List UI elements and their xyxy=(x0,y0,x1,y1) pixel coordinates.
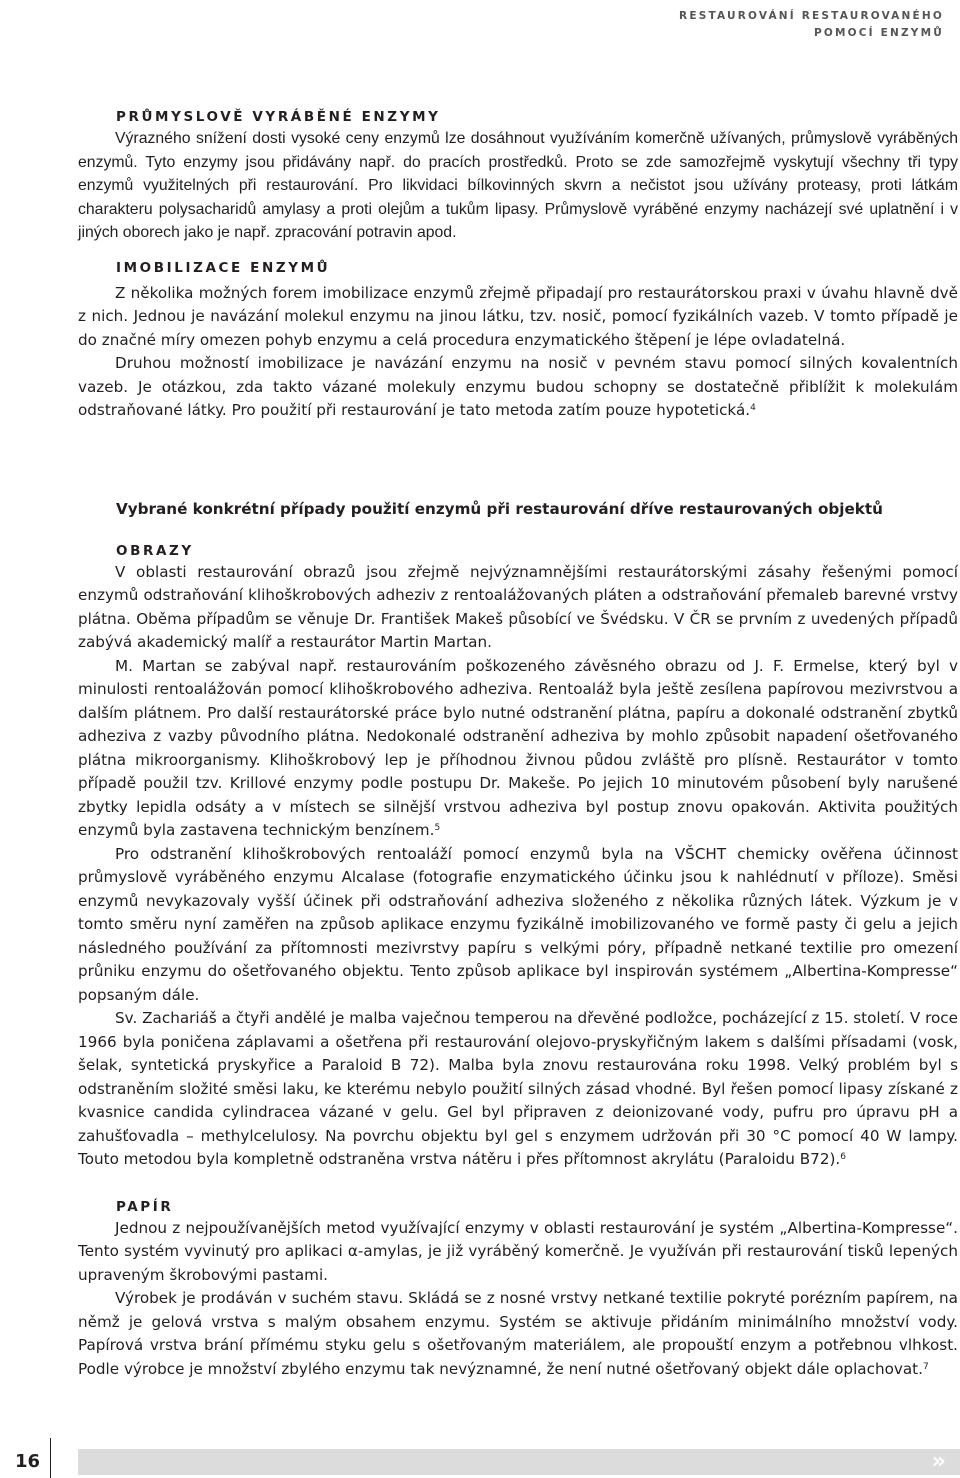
footnote-ref-7: 7 xyxy=(922,1361,929,1372)
footer-divider xyxy=(50,1438,51,1478)
footnote-ref-5: 5 xyxy=(434,823,441,833)
section-heading-imobilizace: IMOBILIZACE ENZYMŮ xyxy=(116,259,331,276)
paragraph-obrazy-1: V oblasti restaurování obrazů jsou zřejmě nejvýznamnějšími restaurátorskými zásahy řešenými pomocí enzymů odstraňování klihoškrobových adheziv z rentoalážovaných pláten a odstraňování přemaleb barevné vrstvy plátna. Oběma případům se věnuje Dr. František Makeš působící ve Švédsku. V ČR se prvním z uvedených případů zabývá akademický malíř a restaurátor Martin Martan. xyxy=(78,562,958,651)
section-heading-prumyslove: PRŮMYSLOVĚ VYRÁBĚNÉ ENZYMY xyxy=(116,109,441,125)
footer-bar xyxy=(78,1449,960,1475)
paragraph-imobilizace-2: Druhou možností imobilizace je navázání enzymu na nosič v pevném stavu pomocí silných kovalentních vazeb. Je otázkou, zda takto vázané molekuly enzymu budou schopny se dostatečně přiblížit k molekulám odstraňované látky. Pro použití při restaurování je tato metoda zatím pouze hypotetická.$^4$ xyxy=(78,354,958,419)
running-head-line1: RESTAUROVÁNÍ RESTAUROVANÉHO xyxy=(679,10,944,22)
running-head-line2: POMOCÍ ENZYMŮ xyxy=(813,27,944,39)
paragraph-obrazy-2: M. Martan se zabýval např. restaurováním poškozeného závěsného obrazu od J. F. Ermelse, který byl v minulosti rentoalážován pomocí klihoškrobového adheziva. Rentoaláž byla ještě zesílena papírovou mezivrstvou a dalším plátnem. Pro další restaurátorské práce bylo nutné odstranění plátna, papíru a dokonalé odstranění zbytků adheziva z vazby původního plátna. Nedokonalé odstranění adheziva by mohlo způsobit napadení ošetřovaného plátna mikroorganismy. Klihoškrobový lep je příhodnou živnou půdou zvláště pro plísně. Restaurátor v tomto případě použil tzv. Krillové enzymy podle postupu Dr. Makeše. Po jejich 10 minutovém působení byly narušené zbytky lepidla odsáty a v místech se silnější vrstvou adheziva byl postup znovu opakován. Aktivita použitých enzymů byla zastavena technickým benzínem.$^5$ xyxy=(78,656,958,839)
main-heading: Vybrané konkrétní případy použití enzymů při restaurování dříve restaurovaných objektů xyxy=(116,499,883,518)
paragraph-prumyslove: Výrazného snížení dosti vysoké ceny enzymů lze dosáhnout využíváním komerčně užívaných, průmyslově vyráběných enzymů. Tyto enzymy jsou přidávány např. do pracích prostředků. Proto se zde samozřejmě vyskytují všechny tři typy enzymů využitelných při restaurování. Pro likvidaci bílkovinných skvrn a nečistot jsou užívány proteasy, proti látkám charakteru polysacharidů amylasy a proti olejům a tukům lipasy. Průmyslově vyráběné enzymy nacházejí své uplatnění i v jiných oborech jako je např. zpracování potravin apod. xyxy=(78,130,958,241)
running-head xyxy=(679,8,944,42)
section-heading-papir: PAPÍR xyxy=(116,1198,174,1215)
section-heading-obrazy: OBRAZY xyxy=(116,542,194,559)
footnote-ref-6: 6 xyxy=(840,1152,846,1162)
paragraph-papir-2: Výrobek je prodáván v suchém stavu. Skládá se z nosné vrstvy netkané textilie pokryté porézním papírem, na němž je gelová vrstva s malým obsahem enzymu. Systém se aktivuje přidáním minimálního množství vody. Papírová vrstva brání přímému styku gelu s ošetřovaným materiálem, ale propouští enzym a potřebnou vlhkost. Podle výrobce je množství zbylého enzymu tak nevýznamné, že není nutné ošetřovaný objekt dále oplachovat.$^7$ xyxy=(78,1289,958,1378)
paragraph-papir-1: Jednou z nejpoužívanějších metod využívající enzymy v oblasti restaurování je systém „Albertina-Kompresse“. Tento systém vyvinutý pro aplikaci α-amylas, je již vyráběný komerčně. Je využíván při restaurování tisků lepených upraveným škrobovými pastami. xyxy=(78,1218,958,1284)
footnote-ref-4: 4 xyxy=(750,403,756,413)
page-number: 16 xyxy=(14,1451,40,1472)
article-body xyxy=(78,107,958,1381)
paragraph-obrazy-3: Pro odstranění klihoškrobových rentoaláží pomocí enzymů byla na VŠCHT chemicky ověřena účinnost průmyslově vyráběného enzymu Alcalase (fotografie enzymatického účinku jsou k nahlédnutí v příloze). Směsi enzymů nevykazovaly vyšší účinek při odstraňování adheziva složeného z několika různých látek. Výzkum je v tomto směru nyní zaměřen na způsob aplikace enzymu fyzikálně imobilizovaného ve formě pasty či gelu a jejich následného používání za přítomnosti mezivrstvy papíru s velkými póry, případně netkané textilie pro omezení průniku enzymu do ošetřovaného objektu. Tento způsob aplikace byl inspirován systémem „Albertina-Kompresse“ popsaným dále. xyxy=(78,844,958,1004)
paragraph-imobilizace-1: Z několika možných forem imobilizace enzymů zřejmě připadají pro restaurátorskou praxi v úvahu hlavně dvě z nich. Jednou je navázání molekul enzymu na jinou látku, tzv. nosič, pomocí fyzikálních vazeb. V tomto případě je do značné míry omezen pohyb enzymu a celá procedura enzymatického štěpení je lépe ovladatelná. xyxy=(78,283,958,349)
next-page-arrow-icon[interactable]: » xyxy=(931,1449,946,1474)
paragraph-obrazy-4: Sv. Zachariáš a čtyři andělé je malba vaječnou temperou na dřevěné podložce, pocházející z 15. století. V roce 1966 byla poničena záplavami a ošetřena při restaurování olejovo-pryskyřičným lakem s dalšími přísadami (vosk, šelak, syntetická pryskyřice a Paraloid B 72). Malba byla znovu restaurována roku 1998. Velký problém byl s odstraněním složité směsi laku, ke kterému nebylo použití silných zásad vhodné. Byl řešen pomocí lipasy získané z kvasnice candida cylindracea vázané v gelu. Gel byl připraven z deionizované vody, pufru pro úpravu pH a zahušťovadla – methylcelulosy. Na povrchu objektu byl gel s enzymem udržován při 30 °C pomocí 40 W lampy. Touto metodou byla kompletně odstraněna vrstva nátěru i přes přítomnost akrylátu (Paraloidu B72).$^6$ xyxy=(78,1009,958,1168)
